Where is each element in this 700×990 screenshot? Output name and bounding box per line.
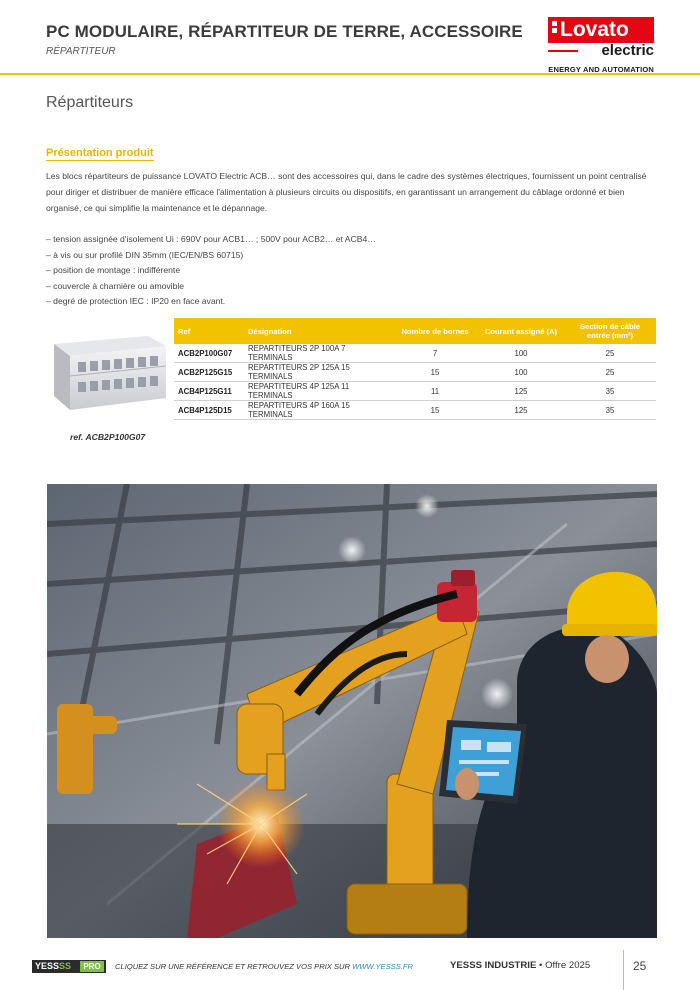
designation-cell: REPARTITEURS 4P 160A 15 TERMINALS xyxy=(244,401,392,420)
terminals-cell: 15 xyxy=(392,401,478,420)
footer-brand-name: YESSS INDUSTRIE xyxy=(450,960,537,971)
spec-item: – tension assignée d'isolement Ui : 690V pour ACB1… ; 500V pour ACB2… et ACB4… xyxy=(46,234,376,244)
designation-cell: REPARTITEURS 2P 100A 7 TERMINALS xyxy=(244,344,392,363)
logo-tagline: ENERGY AND AUTOMATION xyxy=(548,65,654,74)
footer-offer: • Offre 2025 xyxy=(536,960,591,971)
presentation-text: Les blocs répartiteurs de puissance LOVATO Electric ACB… sont des accessoires qui, dans le cadre des systèmes électriques, fournissent un point centralisé pour diriger et distribuer de manière efficace l'alimentation à plusieurs circuits ou dispositifs, en garantissant un arrangement du câblage ordonné et bien organisé, ce qui simplifie la maintenance et le dépannage. xyxy=(46,171,647,213)
logo-brand-text: Lovato xyxy=(560,18,629,41)
section-cell: 35 xyxy=(564,382,656,401)
footer-url-link[interactable]: WWW.YESSS.FR xyxy=(352,962,414,971)
footer-divider xyxy=(623,950,624,990)
terminals-cell: 7 xyxy=(392,344,478,363)
terminals-cell: 15 xyxy=(392,363,478,382)
table-header-row xyxy=(174,318,656,344)
logo-square-icon xyxy=(552,21,557,26)
industrial-robot-photo xyxy=(47,484,657,938)
logo-square-icon xyxy=(552,28,557,33)
product-caption: ref. ACB2P100G07 xyxy=(70,432,146,442)
logo-yess-text: YESS xyxy=(35,961,60,971)
spec-item: – à vis ou sur profilé DIN 35mm (IEC/EN/BS 60715) xyxy=(46,249,244,260)
table-row[interactable] xyxy=(174,382,656,401)
spec-item: – couvercle à charnière ou amovible xyxy=(46,280,185,291)
page-title: PC MODULAIRE, RÉPARTITEUR DE TERRE, ACCESSOIRE xyxy=(46,22,523,41)
col-section: Section de câble entrée (mm²) xyxy=(564,318,656,344)
ref-cell[interactable]: ACB2P100G07 xyxy=(174,344,244,363)
current-cell: 125 xyxy=(478,382,564,401)
terminals-cell: 11 xyxy=(392,382,478,401)
presentation-title: Présentation produit xyxy=(46,147,154,159)
col-terminals: Nombre de bornes xyxy=(392,318,478,344)
current-cell: 125 xyxy=(478,401,564,420)
section-cell: 25 xyxy=(564,363,656,382)
product-image xyxy=(48,330,170,412)
logo-pro-badge: PRO xyxy=(80,961,104,972)
ref-cell[interactable]: ACB2P125G15 xyxy=(174,363,244,382)
designation-cell: REPARTITEURS 2P 125A 15 TERMINALS xyxy=(244,363,392,382)
logo-bar xyxy=(548,50,578,52)
col-current: Courant assigné (A) xyxy=(478,318,564,344)
logo-ss-text: SS xyxy=(59,961,72,971)
page-number: 25 xyxy=(633,959,647,973)
product-table xyxy=(174,318,656,420)
page-header xyxy=(0,0,700,76)
page-subtitle: RÉPARTITEUR xyxy=(46,46,116,57)
current-cell: 100 xyxy=(478,363,564,382)
table-row[interactable] xyxy=(174,401,656,420)
yesss-pro-logo xyxy=(32,960,106,973)
col-ref: Ref xyxy=(174,318,244,344)
current-cell: 100 xyxy=(478,344,564,363)
logo-sub-text: electric xyxy=(601,42,654,59)
page-footer xyxy=(0,950,700,990)
section-cell: 25 xyxy=(564,344,656,363)
ref-cell[interactable]: ACB4P125D15 xyxy=(174,401,244,420)
spec-list xyxy=(46,232,376,310)
section-cell: 35 xyxy=(564,401,656,420)
designation-cell: REPARTITEURS 4P 125A 11 TERMINALS xyxy=(244,382,392,401)
lovato-logo xyxy=(548,17,654,65)
ref-cell[interactable]: ACB4P125G11 xyxy=(174,382,244,401)
table-row[interactable] xyxy=(174,363,656,382)
footer-cta-text: CLIQUEZ SUR UNE RÉFÉRENCE ET RETROUVEZ VOS PRIX SUR xyxy=(115,962,353,971)
col-designation: Désignation xyxy=(244,318,392,344)
logo-red-block xyxy=(548,17,654,43)
footer-cta xyxy=(115,962,413,971)
footer-brand xyxy=(450,960,590,971)
section-title: Répartiteurs xyxy=(46,94,134,111)
spec-item: – position de montage : indifférente xyxy=(46,265,181,276)
spec-item: – degré de protection IEC : IP20 en face avant. xyxy=(46,296,226,307)
table-row[interactable] xyxy=(174,344,656,363)
